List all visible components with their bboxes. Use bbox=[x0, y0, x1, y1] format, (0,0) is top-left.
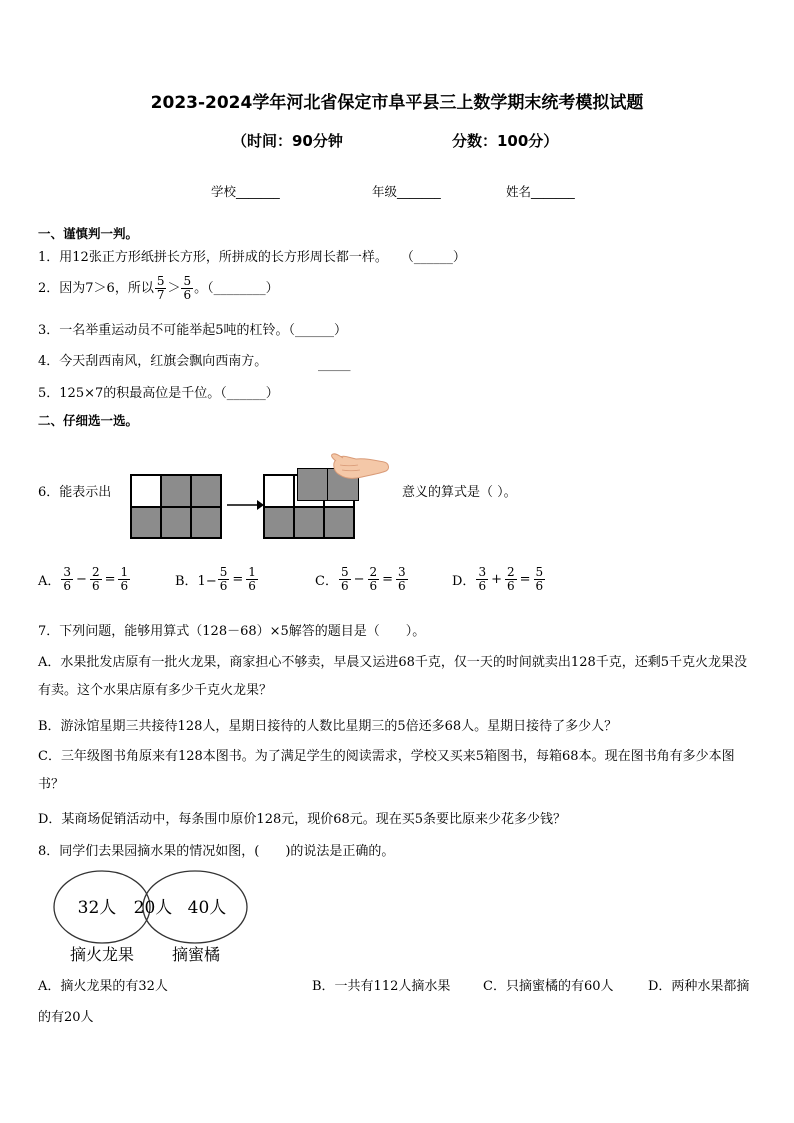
numerator: 5 bbox=[340, 565, 349, 579]
numerator: 3 bbox=[478, 565, 487, 579]
numerator: 3 bbox=[63, 565, 72, 579]
exam-time: （时间：90分钟 bbox=[232, 132, 343, 150]
exam-score: 分数：100分） bbox=[452, 132, 559, 150]
venn-right-value: 40人 bbox=[187, 898, 227, 918]
fraction bbox=[118, 566, 130, 593]
numerator: 2 bbox=[369, 565, 378, 579]
grid-cell bbox=[324, 507, 354, 539]
fraction bbox=[246, 566, 258, 593]
question-8-option-a[interactable]: A．摘火龙果的有32人 bbox=[38, 979, 168, 994]
option-label: D． bbox=[452, 574, 476, 589]
grid-cell bbox=[264, 475, 294, 507]
operator: − bbox=[76, 572, 87, 587]
removed-piece bbox=[298, 469, 328, 500]
venn-diagram bbox=[50, 868, 250, 968]
right-arrow-icon bbox=[225, 498, 265, 512]
denominator: 6 bbox=[398, 579, 406, 593]
numerator: 2 bbox=[91, 565, 100, 579]
question-7: 7．下列问题，能够用算式（128－68）×5解答的题目是（ ）。 bbox=[38, 624, 426, 639]
denominator: 6 bbox=[248, 579, 256, 593]
fraction bbox=[505, 566, 517, 593]
grid-cell bbox=[161, 475, 191, 507]
page-title: 2023-2024学年河北省保定市阜平县三上数学期末统考模拟试题 bbox=[150, 93, 644, 113]
denominator: 6 bbox=[369, 579, 378, 593]
question-2-prefix: 2．因为7＞6，所以 bbox=[38, 280, 154, 296]
question-1: 1．用12张正方形纸拼长方形，所拼成的长方形周长都一样。 （______） bbox=[38, 250, 466, 265]
numerator: 5 bbox=[183, 274, 192, 288]
question-2-suffix: 。（________） bbox=[194, 280, 279, 296]
fraction bbox=[339, 566, 351, 593]
question-2 bbox=[38, 275, 279, 302]
denominator: 6 bbox=[535, 579, 544, 593]
grid-cell bbox=[131, 507, 161, 539]
question-4: 4．今天刮西南风，红旗会飘向西南方。 bbox=[38, 354, 268, 369]
question-7-option-a[interactable]: A．水果批发店原有一批火龙果，商家担心不够卖，早晨又运进68千克，仅一天的时间就卖出128千克，还剩5千克火龙果没有卖。这个水果店原有多少千克火龙果？ bbox=[38, 655, 748, 698]
equals-sign: = bbox=[519, 572, 531, 587]
greater-than-sign: ＞ bbox=[167, 280, 181, 296]
question-7-option-d[interactable]: D．某商场促销活动中，每条围巾原价128元，现价68元。现在买5条要比原来少花多少钱？ bbox=[38, 812, 567, 827]
question-8-option-d[interactable]: D．两种水果都摘 bbox=[648, 979, 750, 994]
question-3: 3．一名举重运动员不可能举起5吨的杠铃。（______） bbox=[38, 323, 348, 338]
denominator: 6 bbox=[506, 579, 515, 593]
operator: − bbox=[353, 572, 365, 587]
grid-cell bbox=[191, 475, 221, 507]
operator: + bbox=[491, 572, 502, 587]
grade-field: 年级_______ bbox=[372, 184, 441, 199]
numerator: 2 bbox=[506, 565, 515, 579]
question-8-option-b[interactable]: B．一共有112人摘水果 bbox=[312, 979, 451, 994]
grid-cell bbox=[161, 507, 191, 539]
equals-sign: = bbox=[232, 572, 244, 587]
fraction bbox=[90, 566, 102, 593]
denominator: 6 bbox=[63, 579, 72, 593]
fraction bbox=[476, 566, 488, 593]
fraction bbox=[218, 566, 230, 593]
denominator: 6 bbox=[219, 579, 228, 593]
option-label: B．1− bbox=[175, 574, 217, 589]
fraction bbox=[396, 566, 408, 593]
numerator: 5 bbox=[535, 565, 544, 579]
question-8-option-d-continued: 的有20人 bbox=[38, 1010, 94, 1025]
denominator: 6 bbox=[120, 579, 129, 593]
denominator: 6 bbox=[91, 579, 100, 593]
numerator: 3 bbox=[398, 565, 406, 579]
venn-left-label: 摘火龙果 bbox=[69, 945, 135, 964]
fraction-5-7 bbox=[155, 275, 167, 302]
numerator: 5 bbox=[156, 274, 165, 288]
grid-cell bbox=[191, 507, 221, 539]
hand-icon bbox=[326, 449, 392, 483]
grid-cell bbox=[264, 507, 294, 539]
numerator: 1 bbox=[248, 565, 256, 579]
fraction-grid-whole bbox=[130, 474, 222, 539]
question-8-option-c[interactable]: C．只摘蜜橘的有60人 bbox=[483, 979, 614, 994]
fraction bbox=[534, 566, 546, 593]
question-4-blank: _____ bbox=[318, 357, 351, 372]
equals-sign: = bbox=[104, 572, 116, 587]
question-6-option-b[interactable] bbox=[175, 566, 259, 593]
question-8: 8．同学们去果园摘水果的情况如图，( )的说法是正确的。 bbox=[38, 844, 395, 859]
grid-cell bbox=[131, 475, 161, 507]
question-7-option-c[interactable]: C．三年级图书角原来有128本图书。为了满足学生的阅读需求，学校又买来5箱图书，每箱68本。现在图书角有多少本图书？ bbox=[38, 749, 735, 792]
question-6-option-c[interactable] bbox=[315, 566, 409, 593]
equals-sign: = bbox=[382, 572, 394, 587]
option-label: A． bbox=[38, 574, 61, 589]
denominator: 6 bbox=[183, 288, 192, 302]
numerator: 1 bbox=[120, 565, 129, 579]
school-field: 学校_______ bbox=[211, 184, 280, 199]
venn-right-label: 摘蜜橘 bbox=[171, 945, 221, 964]
venn-left-value: 32人 bbox=[77, 898, 117, 918]
section-2-heading: 二、仔细选一选。 bbox=[38, 413, 139, 428]
option-label: C． bbox=[315, 574, 338, 589]
question-6-option-d[interactable] bbox=[452, 566, 546, 593]
denominator: 6 bbox=[340, 579, 349, 593]
question-7-option-b[interactable]: B．游泳馆星期三共接待128人，星期日接待的人数比星期三的5倍还多68人。星期日接待了多少人？ bbox=[38, 719, 618, 734]
fraction bbox=[61, 566, 73, 593]
grid-cell bbox=[294, 507, 324, 539]
fraction bbox=[368, 566, 380, 593]
question-6-option-a[interactable] bbox=[38, 566, 131, 593]
denominator: 7 bbox=[156, 288, 165, 302]
denominator: 6 bbox=[478, 579, 487, 593]
numerator: 5 bbox=[219, 565, 228, 579]
name-field: 姓名_______ bbox=[506, 184, 575, 199]
fraction-5-6 bbox=[181, 275, 193, 302]
question-6-suffix: 意义的算式是（ ）。 bbox=[402, 485, 517, 500]
question-6-prefix: 6．能表示出 bbox=[38, 485, 112, 500]
venn-middle-value: 20人 bbox=[133, 898, 173, 918]
question-5: 5．125×7的积最高位是千位。（______） bbox=[38, 386, 279, 401]
section-1-heading: 一、谨慎判一判。 bbox=[38, 226, 139, 241]
